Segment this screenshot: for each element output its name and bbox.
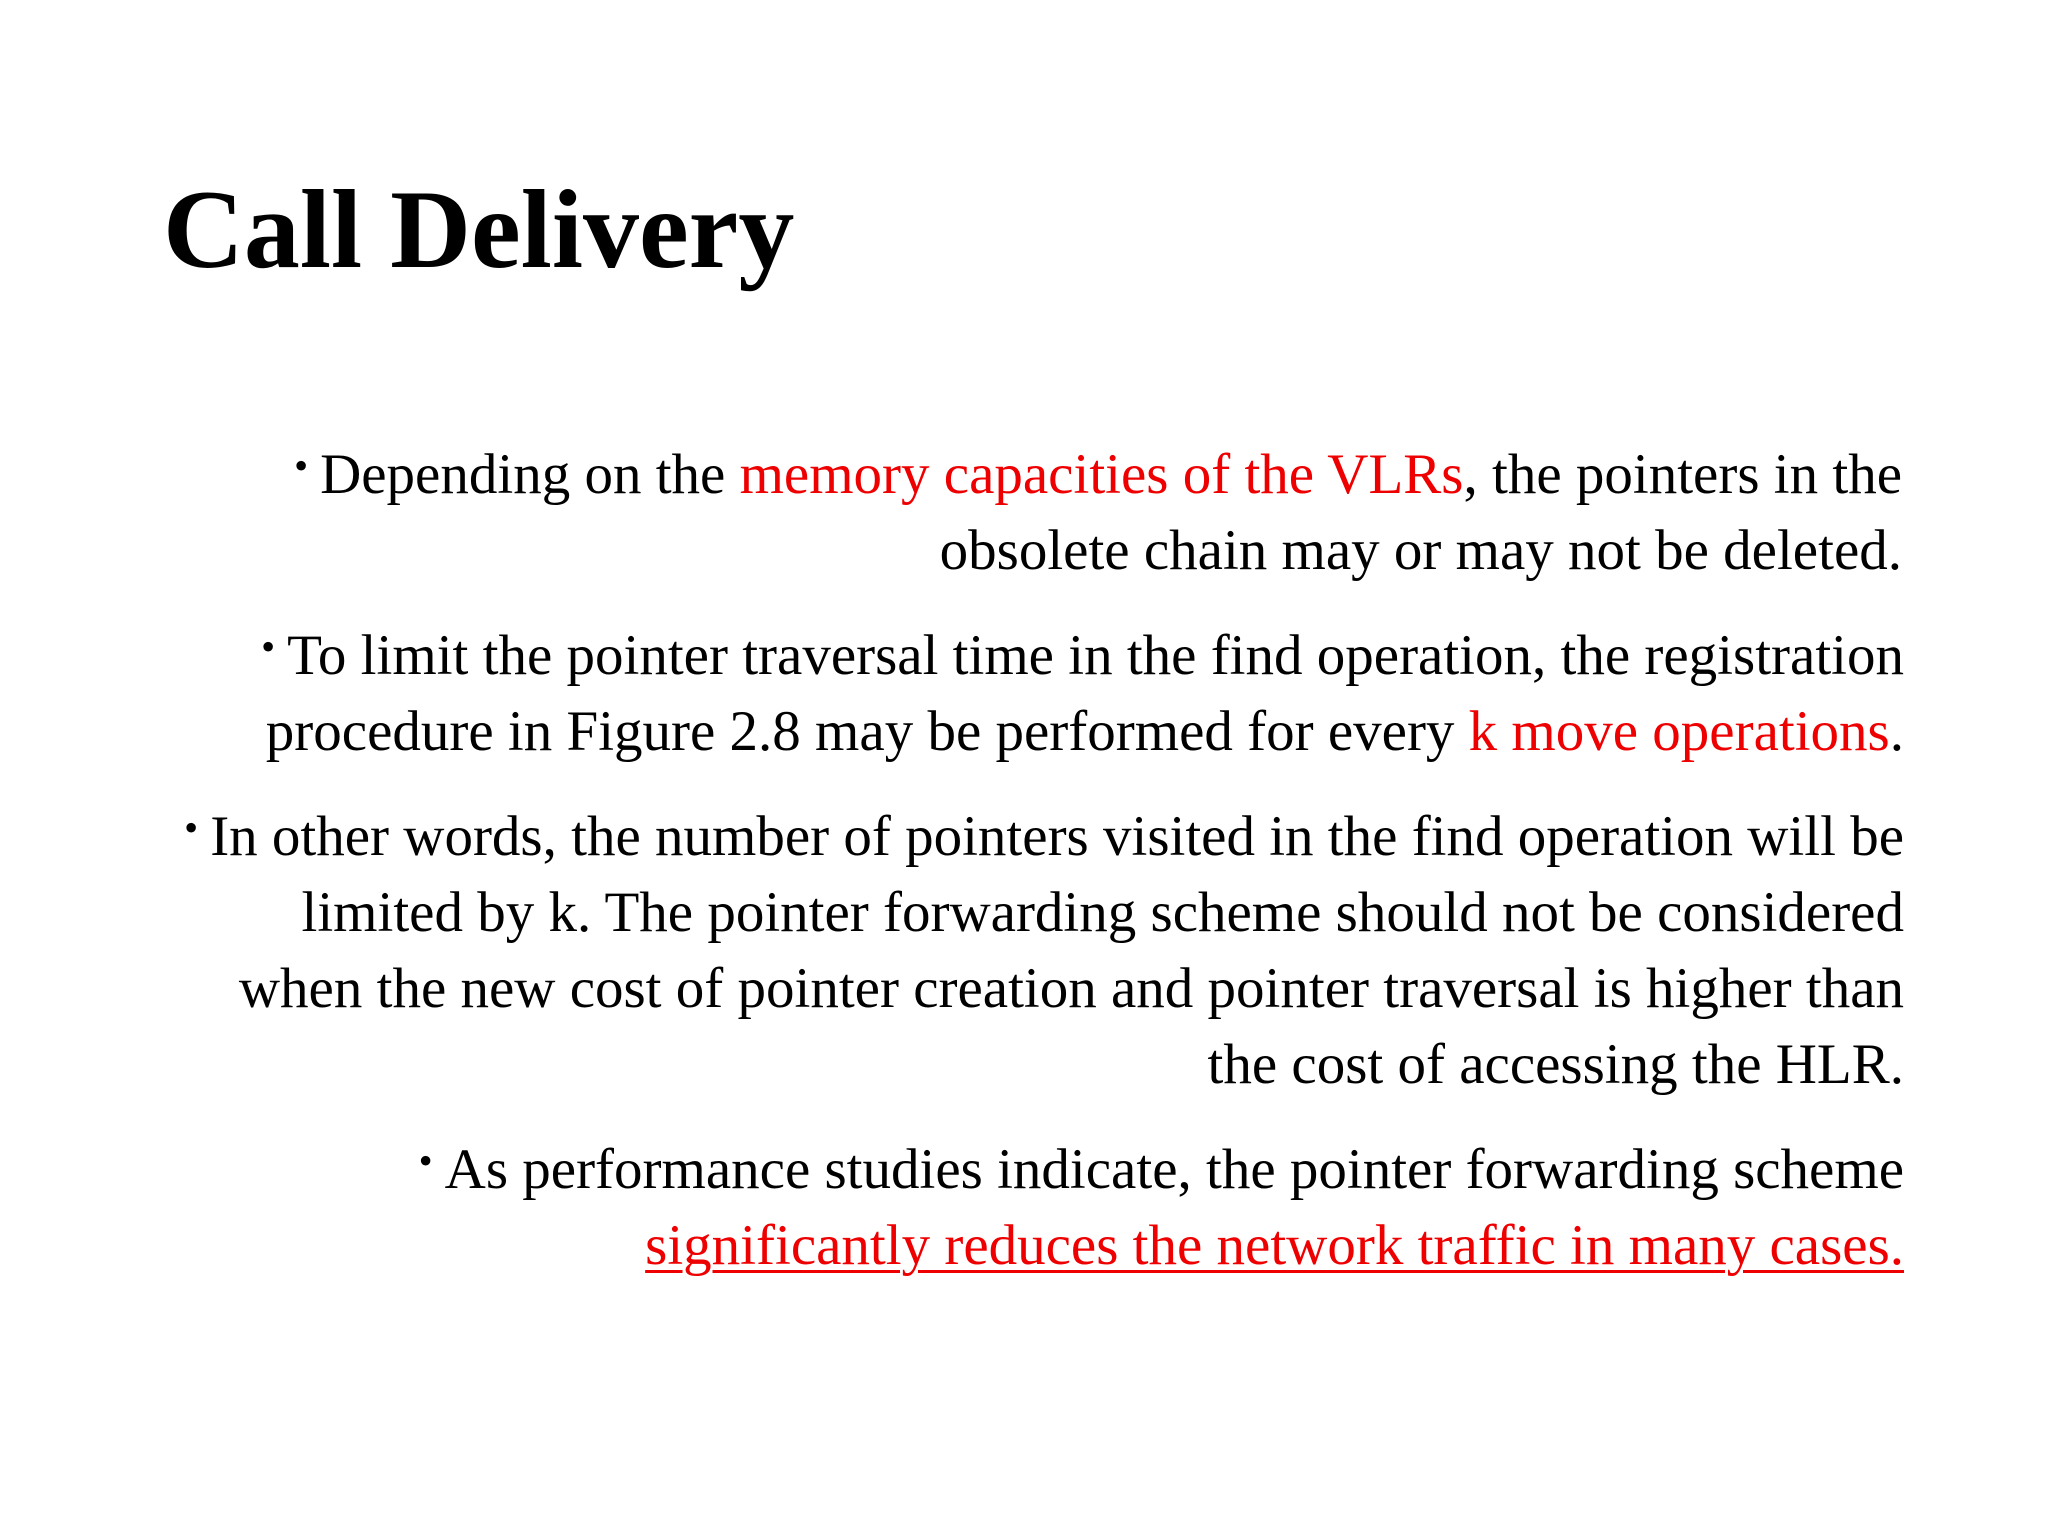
bullet-item xyxy=(230,1123,1904,1284)
bullet-text: As performance studies indicate, the pointer forwarding scheme xyxy=(444,1138,1904,1201)
bullet-dot-icon: • xyxy=(294,443,309,488)
bullet-text: In other words, the number of pointers visited in the find operation will be limited by k. The pointer forwarding scheme should not be considered when the new cost of pointer creation and pointer traversal is higher than the cost of accessing the HLR. xyxy=(210,805,1904,1096)
slide-title: Call Delivery xyxy=(163,168,795,292)
bullet-list xyxy=(150,428,1904,1304)
bullet-dot-icon: • xyxy=(261,624,276,669)
bullet-text: Depending on the xyxy=(320,443,740,506)
bullet-item xyxy=(150,428,1902,589)
bullet-highlight: k move operations xyxy=(1468,700,1890,763)
bullet-dot-icon: • xyxy=(418,1138,433,1183)
bullet-text: , the pointers in the obsolete chain may or may not be deleted. xyxy=(939,443,1902,582)
bullet-highlight: memory capacities of the VLRs xyxy=(739,443,1464,506)
bullet-text: To limit the pointer traversal time in the find operation, the registration procedure in Figure 2.8 may be performed for every xyxy=(265,624,1904,763)
bullet-text: . xyxy=(1889,700,1904,763)
bullet-item xyxy=(230,609,1904,770)
bullet-item xyxy=(170,790,1904,1103)
bullet-dot-icon: • xyxy=(184,805,199,850)
bullet-highlight: significantly reduces the network traffic in many cases. xyxy=(645,1214,1904,1277)
